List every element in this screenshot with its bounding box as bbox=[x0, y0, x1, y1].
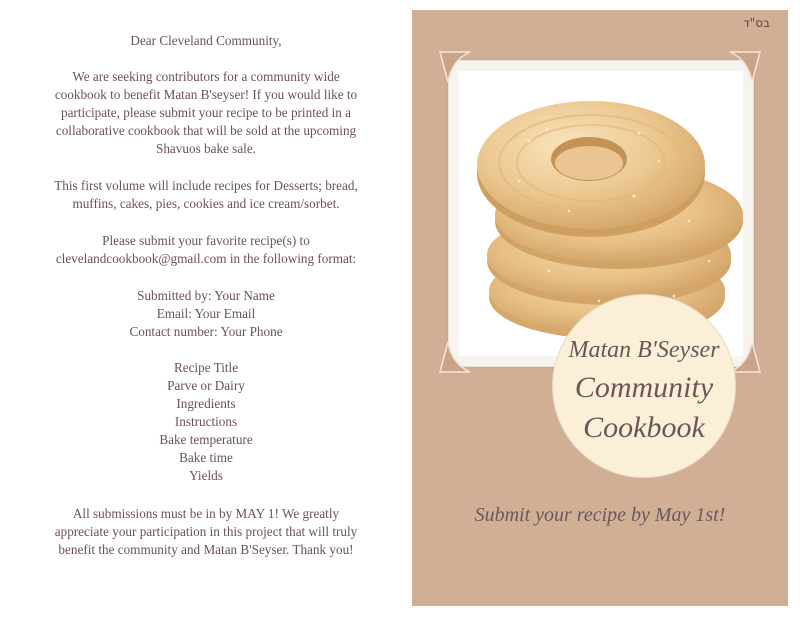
photo-corner-icon bbox=[728, 50, 762, 84]
cover-title-line3: Cookbook bbox=[583, 411, 705, 444]
hebrew-mark: בס"ד bbox=[743, 16, 770, 30]
letter-paragraph-submit: Please submit your favorite recipe(s) to clevelandcookbook@gmail.com in the following format: bbox=[55, 233, 357, 266]
field-email: Email: Your Email bbox=[156, 306, 256, 321]
field-bake-temperature: Bake temperature bbox=[159, 432, 253, 447]
field-parve-dairy: Parve or Dairy bbox=[167, 378, 245, 393]
field-bake-time: Bake time bbox=[179, 450, 233, 465]
field-yields: Yields bbox=[189, 468, 223, 483]
photo-corner-icon bbox=[438, 50, 472, 84]
recipe-fields-list bbox=[10, 359, 402, 485]
field-recipe-title: Recipe Title bbox=[173, 360, 239, 375]
photo-corner-icon bbox=[438, 340, 472, 374]
submit-deadline: Submit your recipe by May 1st! bbox=[474, 504, 726, 526]
field-submitted-by: Submitted by: Your Name bbox=[137, 288, 275, 303]
letter-paragraph-intro: We are seeking contributors for a community wide cookbook to benefit Matan B'seyser! If you would like to participate, please submit your recipe to be printed in a collaborative cookbook that will be sold at the upcoming Shavuos bake sale. bbox=[54, 69, 358, 156]
field-instructions: Instructions bbox=[174, 414, 238, 429]
letter-closing: All submissions must be in by MAY 1! We greatly appreciate your participation in this project that will truly benefit the community and Matan B'Seyser. Thank you! bbox=[54, 506, 358, 557]
cover-title-line1: Matan B'Seyser bbox=[568, 337, 720, 363]
cover-title-line2: Community bbox=[574, 371, 714, 404]
letter-greeting: Dear Cleveland Community, bbox=[130, 33, 282, 48]
field-contact-number: Contact number: Your Phone bbox=[129, 324, 283, 339]
cookbook-cover bbox=[412, 10, 788, 606]
field-ingredients: Ingredients bbox=[176, 396, 236, 411]
title-circle bbox=[553, 295, 735, 477]
contact-fields-list bbox=[10, 287, 402, 341]
letter-paragraph-volume: This first volume will include recipes for Desserts; bread, muffins, cakes, pies, cookies and ice cream/sorbet. bbox=[54, 178, 358, 211]
